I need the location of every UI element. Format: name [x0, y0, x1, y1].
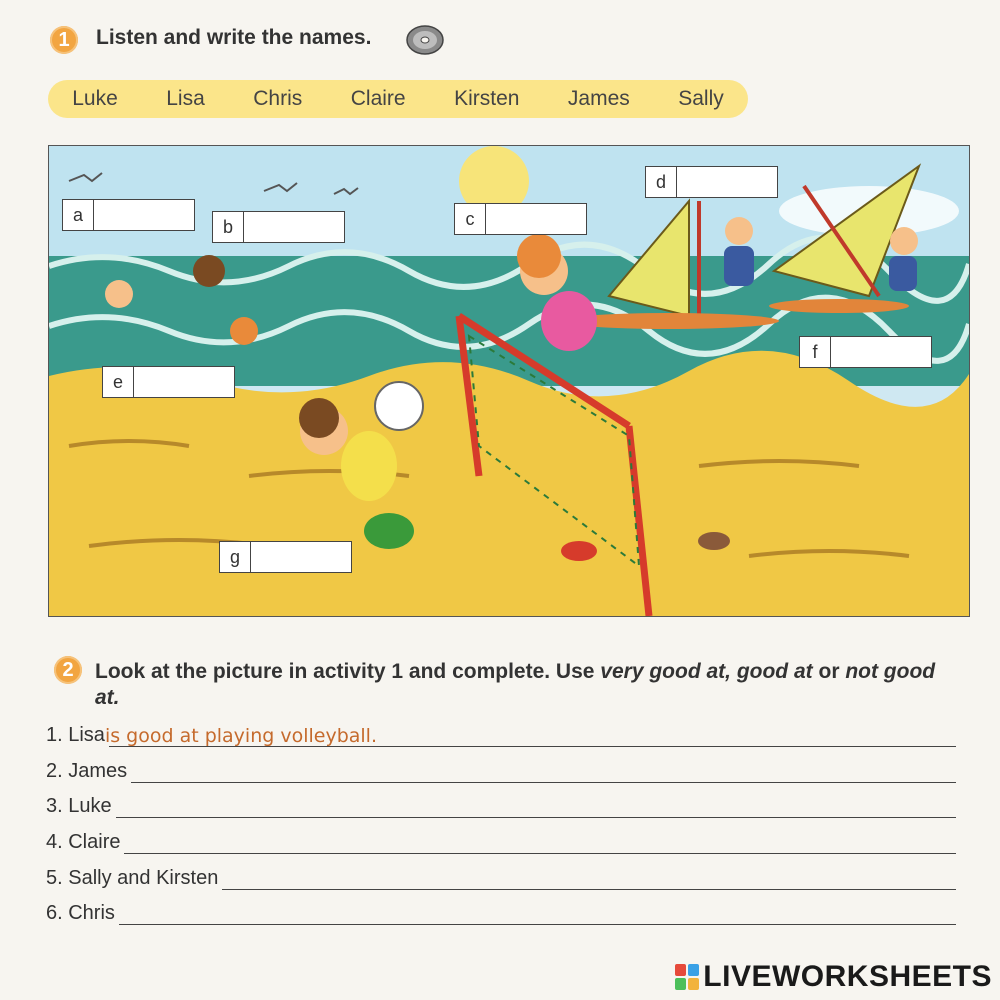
logo-icon: [675, 964, 699, 990]
answer-box-label: b: [213, 212, 244, 242]
sentence-row-6: [46, 902, 956, 925]
sentence-input-1[interactable]: [104, 724, 956, 747]
sentence-row-2: [46, 760, 956, 783]
activity-2-number: 2: [54, 656, 82, 684]
sentence-prompt: 6. Chris: [46, 902, 115, 924]
sentence-prompt: 3. Luke: [46, 795, 112, 817]
sentence-row-5: [46, 867, 956, 890]
answer-box-label: d: [646, 167, 677, 197]
names-word-bank: [48, 80, 748, 118]
beach-scene-illustration: [48, 145, 970, 617]
answer-box-label: g: [220, 542, 251, 572]
sentence-input-4[interactable]: [124, 831, 956, 854]
sentence-prompt: 4. Claire: [46, 831, 121, 853]
name-kirsten: Kirsten: [454, 87, 520, 110]
answer-input-a[interactable]: [94, 200, 194, 230]
sentence-prompt: 2. James: [46, 760, 128, 782]
instruction-text: Look at the picture in activity 1 and complete. Use: [95, 660, 601, 683]
name-james: James: [567, 87, 630, 110]
sentence-input-3[interactable]: [116, 795, 956, 818]
instruction-or: or: [812, 660, 846, 683]
sentence-input-6[interactable]: [119, 902, 956, 925]
answer-input-g[interactable]: [251, 542, 351, 572]
answer-input-f[interactable]: [831, 337, 931, 367]
sentence-prompt: 5. Sally and Kirsten: [46, 867, 219, 889]
sentence-input-2[interactable]: [131, 760, 956, 783]
sentence-row-3: [46, 795, 956, 818]
answer-input-d[interactable]: [677, 167, 777, 197]
answer-box-b[interactable]: [212, 211, 345, 243]
name-sally: Sally: [678, 87, 724, 110]
sentence-input-5[interactable]: [222, 867, 956, 890]
sentence-row-4: [46, 831, 956, 854]
answer-box-e[interactable]: [102, 366, 235, 398]
name-claire: Claire: [350, 87, 406, 110]
answer-box-f[interactable]: [799, 336, 932, 368]
answer-box-a[interactable]: [62, 199, 195, 231]
activity-2-instruction: [95, 659, 965, 711]
sentence-row-1: [46, 724, 956, 747]
answer-box-d[interactable]: [645, 166, 778, 198]
instruction-phrase-1: very good at, good at: [600, 660, 813, 683]
name-lisa: Lisa: [166, 87, 205, 110]
name-chris: Chris: [253, 87, 303, 110]
logo-text: LIVEWORKSHEETS: [703, 960, 992, 993]
answer-box-label: a: [63, 200, 94, 230]
answer-input-b[interactable]: [244, 212, 344, 242]
instruction-phrase-2: not good at.: [95, 660, 936, 709]
answer-box-c[interactable]: [454, 203, 587, 235]
example-answer: is good at playing volleyball.: [104, 725, 378, 747]
activity-1-instruction: Listen and write the names.: [96, 26, 372, 49]
answer-box-label: f: [800, 337, 831, 367]
answer-box-label: c: [455, 204, 486, 234]
answer-box-g[interactable]: [219, 541, 352, 573]
cd-audio-icon[interactable]: [405, 23, 445, 57]
answer-box-label: e: [103, 367, 134, 397]
liveworksheets-logo: [675, 960, 992, 994]
activity-1-number: 1: [50, 26, 78, 54]
name-luke: Luke: [72, 87, 118, 110]
answer-input-c[interactable]: [486, 204, 586, 234]
sentence-prompt: 1. Lisa: [46, 724, 105, 746]
answer-input-e[interactable]: [134, 367, 234, 397]
